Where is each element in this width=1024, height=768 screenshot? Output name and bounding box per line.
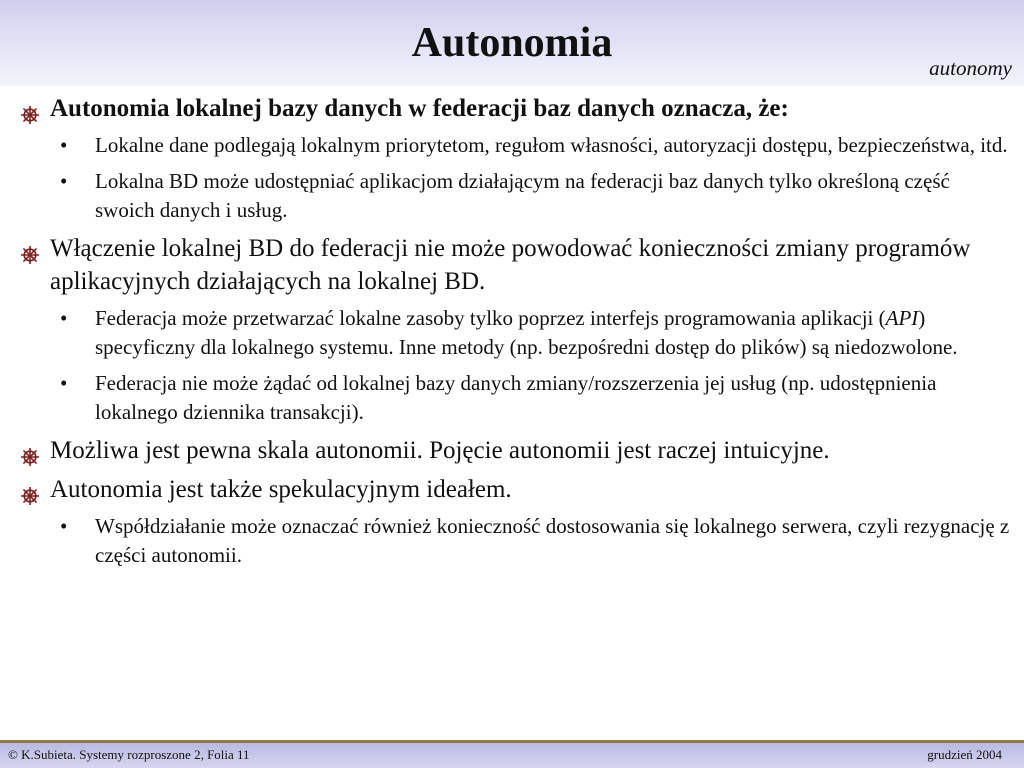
api-term: API <box>885 306 919 330</box>
bullet-dot-icon: • <box>60 169 68 193</box>
slide-subtitle: autonomy <box>929 56 1012 80</box>
bullet-item-2 <box>0 232 1024 298</box>
bullet-item-1 <box>0 92 1024 125</box>
sub-bullet-2-1-text-before: Federacja może przetwarzać lokalne zasoby tylko poprzez interfejs programowania aplikacji ( <box>95 306 886 330</box>
ship-wheel-icon <box>21 100 39 118</box>
bullet-dot-icon: • <box>60 133 68 157</box>
sub-bullet-4-1-text: Współdziałanie może oznaczać również konieczność dostosowania się lokalnego serwera, czyli rezygnację z części autonomii. <box>95 514 1010 567</box>
ship-wheel-icon <box>21 481 39 499</box>
footer-copyright: © K.Subieta. Systemy rozproszone 2, Folia 11 <box>8 747 250 762</box>
sub-bullet-4-1 <box>0 512 1024 570</box>
slide-header <box>0 0 1024 86</box>
bullet-item-4 <box>0 473 1024 506</box>
bullet-dot-icon: • <box>60 514 68 538</box>
ship-wheel-icon <box>21 442 39 460</box>
sub-bullet-2-2-text: Federacja nie może żądać od lokalnej bazy danych zmiany/rozszerzenia jej usług (np. udostępnienia lokalnego dziennika transakcji). <box>95 371 937 424</box>
bullet-item-2-text: Włączenie lokalnej BD do federacji nie może powodować konieczności zmiany programów aplikacyjnych działających na lokalnej BD. <box>50 235 971 295</box>
sub-bullet-1-2-text: Lokalna BD może udostępniać aplikacjom działającym na federacji baz danych tylko określoną część swoich danych i usług. <box>95 169 950 222</box>
slide-content <box>0 92 1024 577</box>
ship-wheel-icon <box>21 240 39 258</box>
slide-title: Autonomia <box>411 20 613 66</box>
bullet-item-4-text: Autonomia jest także spekulacyjnym ideałem. <box>50 476 512 503</box>
bullet-item-3-text: Możliwa jest pewna skala autonomii. Pojęcie autonomii jest raczej intuicyjne. <box>50 437 830 464</box>
sub-bullet-2-2 <box>0 369 1024 427</box>
slide-footer <box>0 740 1024 768</box>
footer-date: grudzień 2004 <box>927 747 1002 762</box>
sub-bullet-1-2 <box>0 167 1024 225</box>
sub-bullet-1-1-text: Lokalne dane podlegają lokalnym priorytetom, regułom własności, autoryzacji dostępu, bezpieczeństwa, itd. <box>95 133 1008 157</box>
sub-bullet-1-1 <box>0 131 1024 160</box>
bullet-item-3 <box>0 434 1024 467</box>
bullet-dot-icon: • <box>60 371 68 395</box>
bullet-item-1-text: Autonomia lokalnej bazy danych w federacji baz danych oznacza, że: <box>50 95 789 122</box>
sub-bullet-2-1-text-after: ) specyficzny dla lokalnego systemu. Inne metody (np. bezpośredni dostęp do plików) są niedozwolone. <box>95 306 958 359</box>
sub-bullet-2-1 <box>0 304 1024 362</box>
bullet-dot-icon: • <box>60 306 68 330</box>
